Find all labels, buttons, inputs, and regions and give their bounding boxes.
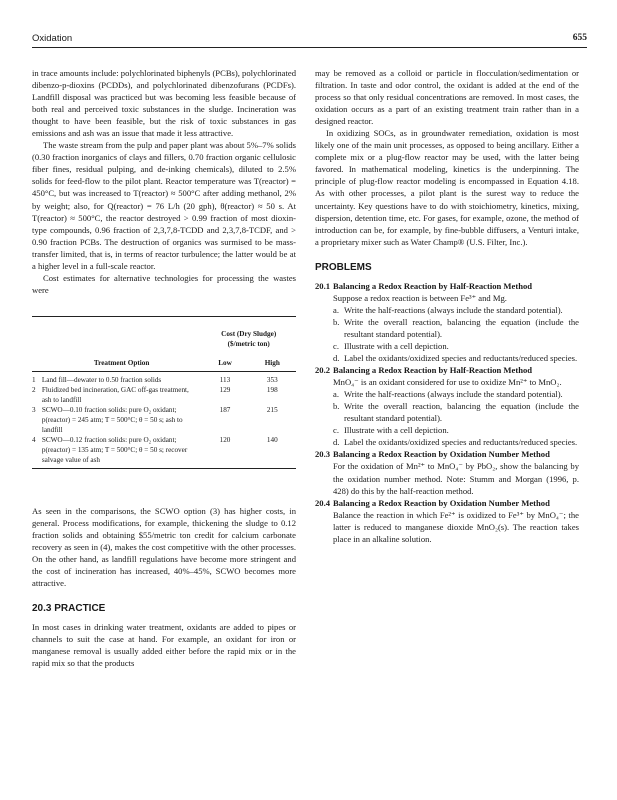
paragraph: In oxidizing SOCs, as in groundwater remediation, oxidation is most likely one of the main unit processes, as opposed to being ancillary. Either a complete mix or a plug-flow reactor may be used, with the latter being favored. In mathematical modeling, kinetics is the underpinning. The principle of plug-flow reactor modeling is encompassed in Equation 4.18. As with other processes, a pilot plant is the surest way to reduce the uncertainty. Key questions have to do with stoichiometry, kinetics, mixing, dispersion, detention time, etc. For gases, for example, ozone, the method of introduction can be, for example, by fine-bubble diffusers, a Venturi intake, a proprietary mixer such as Water Champ® (U.S. Filter, Inc.). (315, 128, 579, 247)
problem-number: 20.4 (315, 497, 331, 508)
section-heading: 20.3 PRACTICE (32, 603, 106, 615)
col-header-option: Treatment Option (42, 349, 202, 372)
problem-title: Balancing a Redox Reaction by Oxidation Number Method (333, 497, 550, 508)
problem-20-1 (315, 280, 579, 364)
page-number: 655 (572, 33, 587, 43)
table-row: 2 Fluidized bed incineration, GAC off-gas treatment, ash to landfill 129 198 (32, 385, 278, 404)
problem-20-3 (315, 448, 579, 496)
problem-number: 20.2 (315, 365, 331, 376)
problems-heading: PROBLEMS (315, 261, 372, 273)
problem-intro: For the oxidation of Mn²⁺ to MnO₄⁻ by PbO₂, show the balancing by the oxidation number method. Note: Stumm and Morgan (1996, p. 428) do this by the half-reaction method. (333, 461, 579, 496)
problem-title: Balancing a Redox Reaction by Oxidation Number Method (333, 449, 550, 460)
list-item: d. Label the oxidants/oxidized species and reductants/reduced species. (333, 353, 578, 364)
list-item: c. Illustrate with a cell depiction. (333, 425, 449, 436)
running-section-title: Oxidation (32, 33, 73, 44)
problem-20-4 (315, 497, 579, 545)
paragraph: In most cases in drinking water treatment, oxidants are added to pipes or channels to suit the case at hand. For example, an oxidant for iron or manganese removal is usually added either before the rapid mix or in the rapid mix so that the products (32, 622, 296, 669)
header-rule (32, 47, 587, 48)
cost-table (32, 316, 296, 469)
paragraph: The waste stream from the pulp and paper plant was about 5%–7% solids (0.30 fraction inorganics of clays and fillers, 0.70 fraction organic cellulosic fiber fines, residual pulping, and de-inking chemicals), diluted to 2.5% solids for feed-flow to the pilot plant. Reactor temperature was T(reactor) = 450°C, but was increased to T(reactor) ≈ 500°C after adding methanol, 2% by weight; also, for Q(reactor) = 76 L/h (20 gph), θ(reactor) ≈ 50 s. At T(reactor) ≈ 500°C, the reactor destroyed > 0.99 fraction of most dioxin-type compounds, 0.96 fraction of 2,3,7,8-TCDD and 2,3,7,8-TCDF, and > 0.90 fraction PCBs. The destruction of organics was surmised to be mass-transfer limited, that is, in terms of reactor turbulence; the latter would be at a higher level in a full-scale reactor. (32, 140, 296, 271)
problem-number: 20.1 (315, 280, 331, 291)
list-item: c. Illustrate with a cell depiction. (333, 340, 449, 351)
paragraph: in trace amounts include: polychlorinated biphenyls (PCBs), polychlorinated dibenzo-p-dioxins (PCDDs), and polychlorinated dibenzofurans (PCDFs). Landfill disposal was practiced but was becoming less feasible because of both real and perceived toxic substances in the sludge. Incineration was thought to have been feasible, but the risk of toxic substances in gas emissions and ash was an issue that made it less attractive. (32, 68, 296, 139)
problem-number: 20.3 (315, 449, 331, 460)
list-item: b. Write the overall reaction, balancing the equation (include the resultant standard potential). (333, 316, 579, 339)
problem-20-2 (315, 364, 579, 448)
col-header-high: High (249, 349, 296, 372)
col-header-low: Low (201, 349, 248, 372)
paragraph: As seen in the comparisons, the SCWO option (3) has higher costs, in general. Process modifications, for example, thickening the sludge to 0.12 fraction solids and obtaining $55/metric ton credit for calcium carbonate recovery as seen in (4), makes the cost competitive with the other processes. On the other hand, as landfill regulations have become more stringent and the cost of incineration has increased, 40%–45%, SCWO becomes more attractive. (32, 505, 296, 589)
problem-title: Balancing a Redox Reaction by Half-Reaction Method (333, 365, 533, 376)
problem-intro: MnO₄⁻ is an oxidant considered for use to oxidize Mn²⁺ to MnO₂. (333, 377, 562, 388)
problem-intro: Balance the reaction in which Fe²⁺ is oxidized to Fe³⁺ by MnO₄⁻; the latter is reduced to manganese dioxide MnO₂(s). The reaction takes place in an alkaline solution. (333, 509, 579, 544)
left-column (32, 67, 296, 669)
cost-unit: ($/metric ton) (227, 339, 270, 348)
list-item: a. Write the half-reactions (always include the standard potential). (333, 304, 563, 315)
paragraph: may be removed as a colloid or particle in flocculation/sedimentation or filtration. In taste and odor control, the oxidant is added at the end of the process so that only residual concentrations are removed. In most cases, the oxidation occurs as a part of an existing treatment train rather than in a designed reactor. (315, 68, 579, 127)
list-item: a. Write the half-reactions (always include the standard potential). (333, 389, 563, 400)
list-item: d. Label the oxidants/oxidized species and reductants/reduced species. (333, 437, 578, 448)
paragraph: Cost estimates for alternative technologies for processing the wastes were (32, 272, 296, 295)
table-row: 1 Land fill—dewater to 0.50 fraction solids 113 353 (32, 375, 278, 384)
right-column (315, 67, 579, 545)
table-row: 4 SCWO—0.12 fraction solids: pure O₂ oxidant; p(reactor) = 135 atm; T = 500°C; θ = 50 s; recover salvage value of ash 120 140 (32, 435, 296, 469)
running-header (32, 33, 587, 47)
table-row: 3 SCWO—0.10 fraction solids: pure O₂ oxidant; p(reactor) = 245 atm; T = 500°C; θ = 50 s; ash to landfill 187 215 (32, 405, 278, 434)
cost-header: Cost (Dry Sludge) (201, 316, 296, 339)
problem-title: Balancing a Redox Reaction by Half-Reaction Method (333, 280, 533, 291)
list-item: b. Write the overall reaction, balancing the equation (include the resultant standard potential). (333, 401, 579, 424)
problem-intro: Suppose a redox reaction is between Fe³⁺ and Mg. (333, 292, 507, 303)
